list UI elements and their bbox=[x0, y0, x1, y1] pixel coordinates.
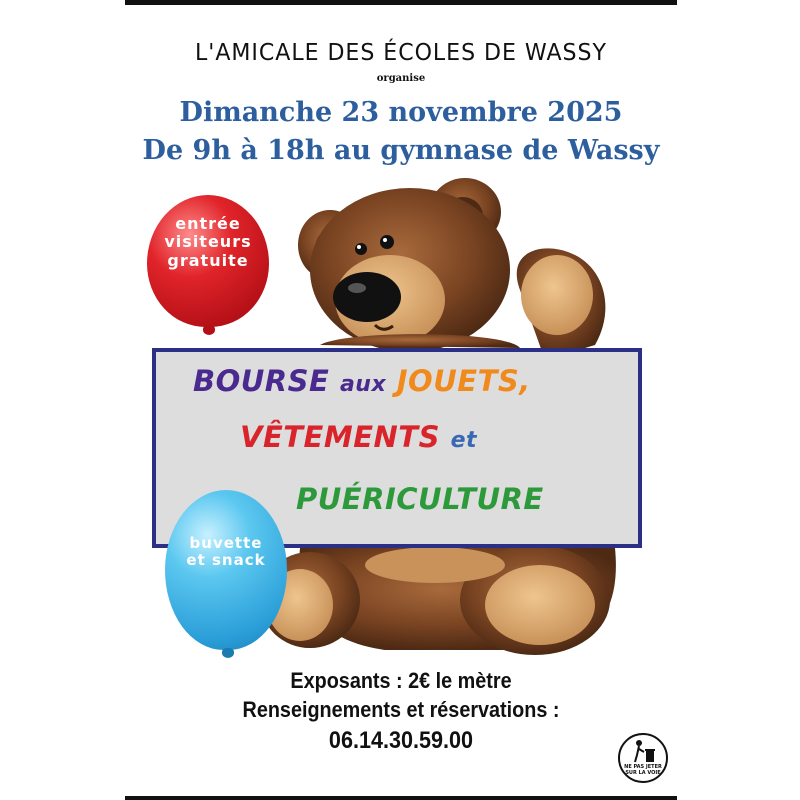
poster bbox=[125, 0, 677, 800]
banner-word-bourse: BOURSE bbox=[193, 364, 330, 398]
banner-word-jouets: JOUETS, bbox=[396, 364, 531, 398]
snack-text bbox=[165, 535, 287, 570]
free-entry-line-1: entrée bbox=[175, 214, 241, 233]
bottom-border bbox=[125, 796, 677, 800]
banner-word-puericulture: PUÉRICULTURE bbox=[296, 482, 544, 516]
event-date: Dimanche 23 novembre 2025 bbox=[179, 97, 623, 128]
phone-number: 06.14.30.59.00 bbox=[328, 727, 474, 754]
snack-line-1: buvette bbox=[189, 534, 263, 552]
red-balloon-knot bbox=[203, 325, 215, 335]
free-entry-text bbox=[147, 215, 269, 270]
organizer-name: L'AMICALE DES ÉCOLES DE WASSY bbox=[195, 40, 607, 66]
banner-line-2 bbox=[240, 420, 477, 454]
blue-balloon-knot bbox=[222, 648, 234, 658]
blue-balloon bbox=[165, 490, 287, 650]
bear-right-eye bbox=[380, 235, 394, 249]
bear-left-eye bbox=[355, 243, 367, 255]
banner-word-vetements: VÊTEMENTS bbox=[240, 420, 440, 454]
no-litter-badge bbox=[618, 733, 668, 783]
banner-line-1 bbox=[193, 364, 531, 398]
banner-line-3 bbox=[296, 482, 544, 516]
free-entry-line-3: gratuite bbox=[167, 250, 249, 270]
banner-word-et: et bbox=[450, 428, 477, 453]
info-reservations: Renseignements et réservations : bbox=[242, 697, 560, 722]
snack-line-2: et snack bbox=[186, 551, 266, 570]
trash-bin-icon bbox=[620, 735, 666, 765]
event-time-place: De 9h à 18h au gymnase de Wassy bbox=[142, 135, 660, 166]
free-entry-line-2: visiteurs bbox=[164, 232, 252, 252]
organizer-subtitle: organise bbox=[376, 73, 426, 84]
banner-word-aux: aux bbox=[339, 372, 387, 397]
exhibitor-price: Exposants : 2€ le mètre bbox=[290, 668, 512, 693]
bear-nose bbox=[333, 272, 401, 322]
no-litter-text: NE PAS JETER SUR LA VOIE bbox=[624, 764, 662, 776]
